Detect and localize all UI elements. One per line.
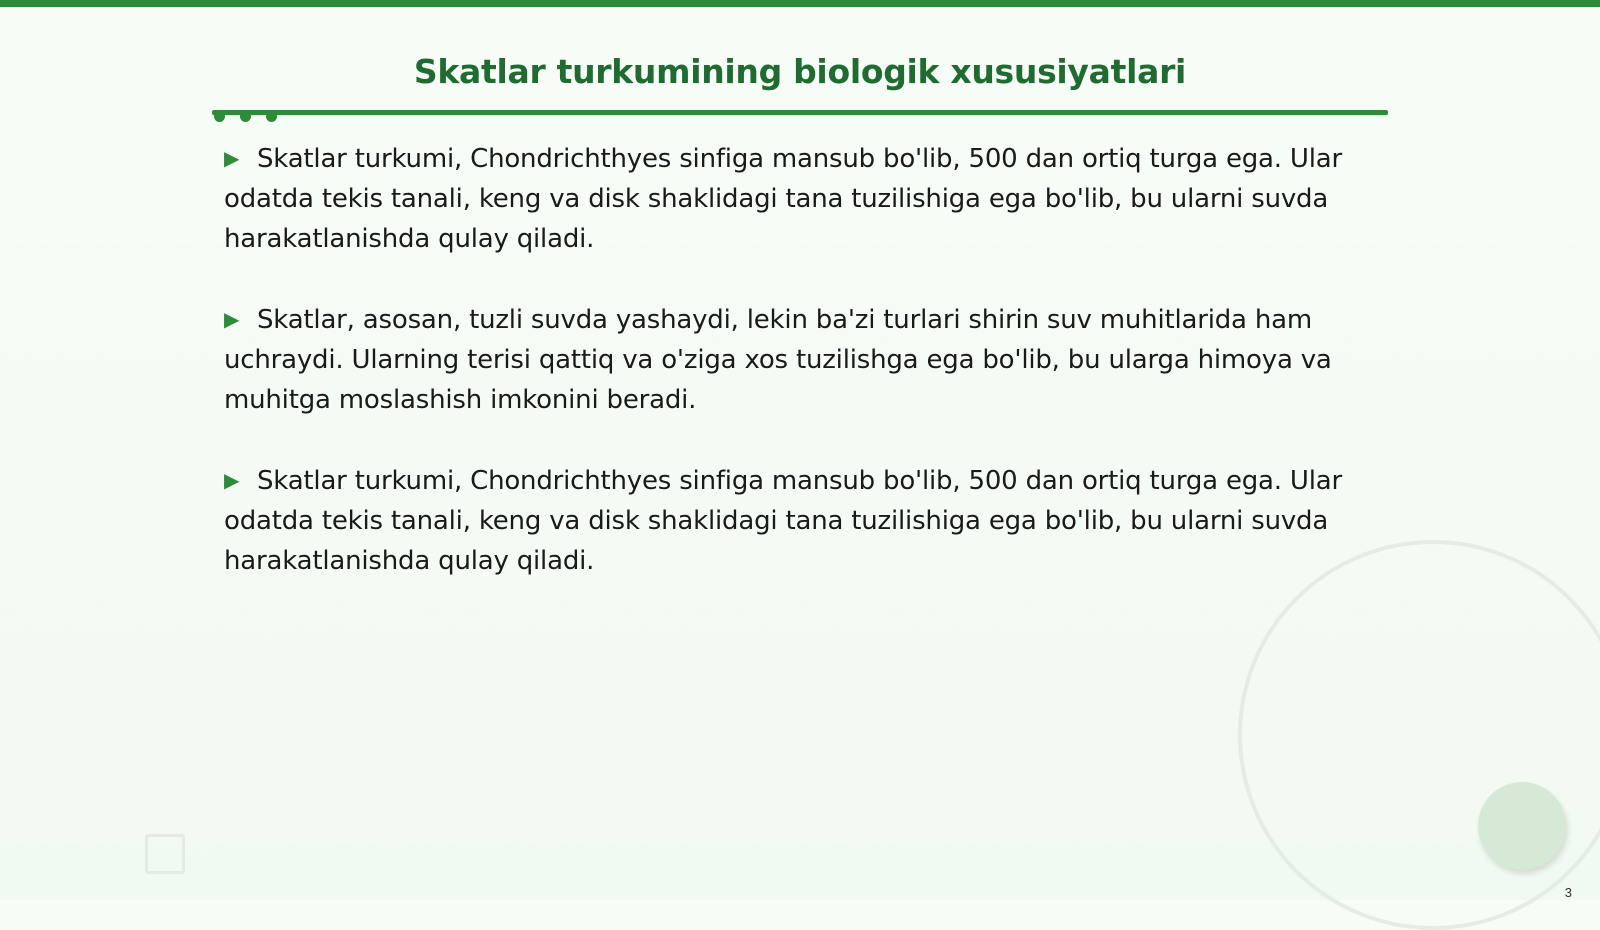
decorative-circle-outline [1238, 540, 1600, 930]
paragraph-2 [224, 299, 1384, 420]
drip-dot-2 [240, 111, 251, 122]
slide-body [224, 138, 1384, 621]
triangle-bullet-icon: ▶ [224, 146, 240, 170]
drip-dot-1 [214, 111, 225, 122]
paragraph-1 [224, 138, 1384, 259]
paragraph-3 [224, 460, 1384, 581]
paragraph-3-text: Skatlar turkumi, Chondrichthyes sinfiga mansub bo'lib, 500 dan ortiq turga ega. Ular odatda tekis tanali, keng va disk shaklidagi tana tuzilishiga ega bo'lib, bu ularni suvda harakatlanishda qulay qiladi. [224, 466, 1342, 576]
triangle-bullet-icon: ▶ [224, 468, 240, 492]
decorative-square-outline [145, 834, 185, 874]
paragraph-1-text: Skatlar turkumi, Chondrichthyes sinfiga mansub bo'lib, 500 dan ortiq turga ega. Ular odatda tekis tanali, keng va disk shaklidagi tana tuzilishiga ega bo'lib, bu ularni suvda harakatlanishda qulay qiladi. [224, 144, 1342, 254]
paragraph-2-text: Skatlar, asosan, tuzli suvda yashaydi, lekin ba'zi turlari shirin suv muhitlarida ham uchraydi. Ularning terisi qattiq va o'ziga xos tuzilishga ega bo'lib, bu ularga himoya va muhitga moslashish imkonini beradi. [224, 305, 1332, 415]
decorative-circle-filled [1478, 782, 1566, 870]
drip-dot-3 [266, 111, 277, 122]
title-underline [212, 110, 1388, 115]
triangle-bullet-icon: ▶ [224, 307, 240, 331]
page-number: 3 [1564, 885, 1572, 900]
slide-title: Skatlar turkumining biologik xususiyatlari [413, 52, 1187, 91]
top-accent-bar [0, 0, 1600, 7]
